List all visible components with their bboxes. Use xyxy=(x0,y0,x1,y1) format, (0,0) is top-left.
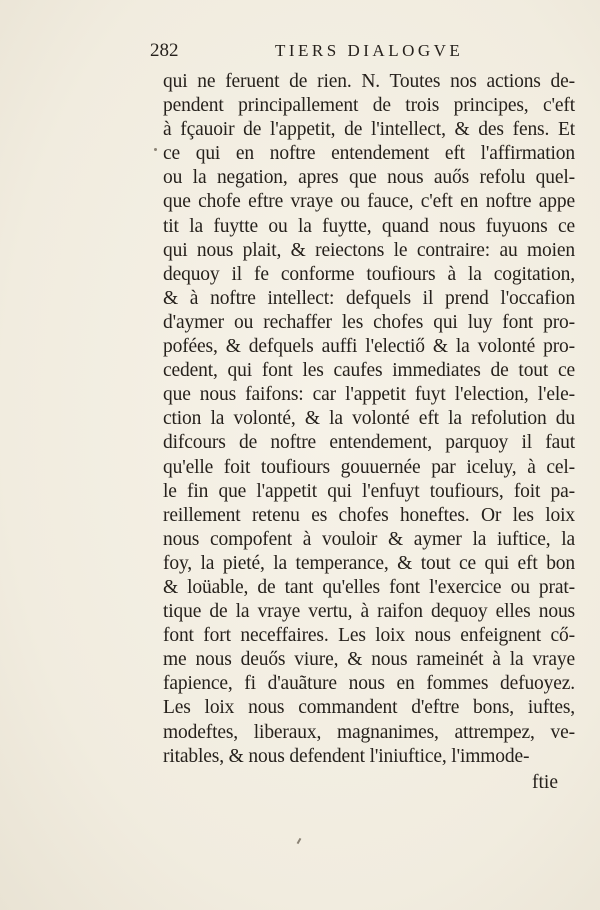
text-line: pofées, & defquels auffi l'electiő & la volonté pro- xyxy=(163,336,575,358)
text-line: nous compofent à vouloir & aymer la iuftice, la xyxy=(163,528,575,550)
text-line: tit la fuytte ou la fuytte, quand nous fuyuons ce xyxy=(163,215,575,237)
text-line: qui nous plait, & reiectons le contraire: au moien xyxy=(163,239,575,261)
page-number: 282 xyxy=(150,40,179,61)
text-line: foy, la pieté, la temperance, & tout ce qui eft bon xyxy=(163,552,575,574)
text-line: modeftes, liberaux, magnanimes, attrempez, ve- xyxy=(163,721,575,743)
catchword: ftie xyxy=(532,772,558,793)
text-line: ce qui en noftre entendement eft l'affirmation xyxy=(163,143,575,165)
paper-speck xyxy=(297,838,302,844)
text-line: que chofe eftre vraye ou fauce, c'eft en noftre appe xyxy=(163,191,575,213)
text-line: qui ne feruent de rien. N. Toutes nos actions de- xyxy=(163,71,575,92)
text-line: ction la volonté, & la volonté eft la refolution du xyxy=(163,408,575,430)
text-line: qu'elle foit toufiours gouuernée par iceluy, à cel- xyxy=(163,456,575,478)
text-line: me nous deuős viure, & nous rameinét à la vraye xyxy=(163,649,575,671)
text-line: Les loix nous commandent d'eftre bons, iuftes, xyxy=(163,697,575,719)
text-line: reillement retenu es chofes honeftes. Or les loix xyxy=(163,504,575,526)
text-line: le fin que l'appetit qui l'enfuyt toufiours, foit pa- xyxy=(163,480,575,502)
body-text xyxy=(163,70,575,769)
text-line: & loüable, de tant qu'elles font l'exercice ou prat- xyxy=(163,576,575,598)
text-line: difcours de noftre entendement, parquoy il faut xyxy=(163,432,575,454)
running-head xyxy=(150,40,590,66)
text-line: d'aymer ou rechaffer les chofes qui luy font pro- xyxy=(163,311,575,333)
text-line: pendent principallement de trois principes, c'eft xyxy=(163,95,575,117)
text-line: font fort neceffaires. Les loix nous enfeignent cő- xyxy=(163,625,575,647)
text-line: fapience, fi d'auãture nous en fommes defuoyez. xyxy=(163,673,575,695)
text-line: & à noftre intellect: defquels il prend l'occafion xyxy=(163,287,575,309)
text-line: tique de la vraye vertu, à raifon dequoy elles nous xyxy=(163,601,575,623)
running-title: TIERS DIALOGVE xyxy=(275,41,464,60)
text-line: ritables, & nous defendent l'iniuftice, l'immode- xyxy=(163,745,530,767)
text-line: cedent, qui font les caufes immediates de tout ce xyxy=(163,360,575,382)
text-line: dequoy il fe conforme toufiours à la cogitation, xyxy=(163,263,575,285)
text-line: ou la negation, apres que nous auős refolu quel- xyxy=(163,167,575,189)
text-line: que nous faifons: car l'appetit fuyt l'election, l'ele- xyxy=(163,384,575,406)
margin-mark xyxy=(154,148,157,151)
text-line: à fçauoir de l'appetit, de l'intellect, & des fens. Et xyxy=(163,119,575,141)
